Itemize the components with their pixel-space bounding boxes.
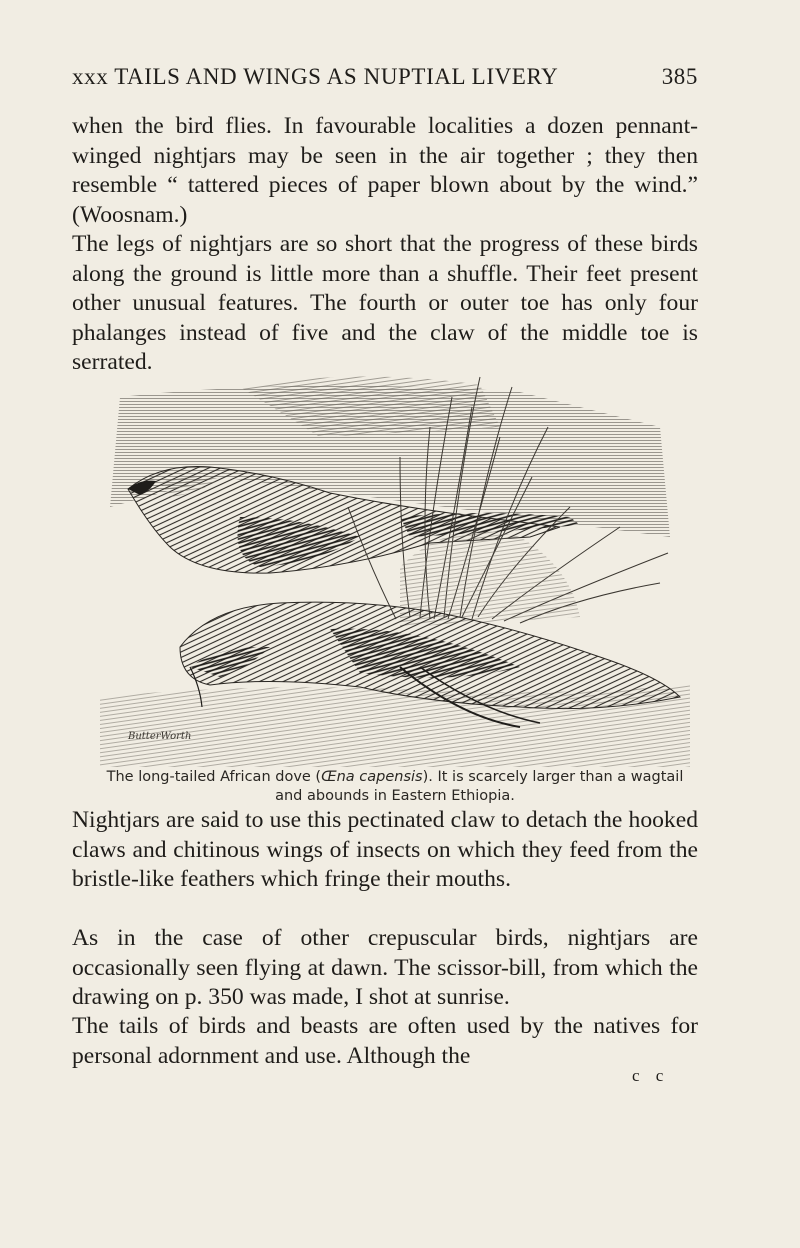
page-number: 385 [661,64,698,89]
dove-illustration [100,367,690,767]
caption-tail: ). It is scarcely larger than a wagtail and abounds in Eastern Ethiopia. [275,769,684,804]
caption-lead: The long-tailed African dove ( [106,769,322,785]
dove-engraving [100,367,690,767]
running-head [72,64,698,98]
signature-mark: c c [632,1066,670,1085]
figure-caption [100,768,690,806]
paragraph-4: As in the case of other crepuscular birds, nightjars are occasionally seen flying at dawn. The scissor-bill, from which the drawing on p. 350 was made, I shot at sunrise. [72,925,698,1010]
paragraph-3: Nightjars are said to use this pectinated claw to detach the hooked claws and chitinous wings of insects on which they feed from the bristle-like feathers which fringe their mouths. [72,807,698,892]
chapter-title: xxx TAILS AND WINGS AS NUPTIAL LIVERY [72,64,559,89]
engraver-signature: ButterWorth [128,731,192,742]
caption-species: Œna capensis [321,769,423,785]
paragraph-1: when the bird flies. In favourable localities a dozen pennant-winged nightjars may be seen in the air together ; they then resemble “ tattered pieces of paper blown about by the wind.” (Woosnam.) [72,113,698,228]
paragraph-2: The legs of nightjars are so short that the progress of these birds along the ground is little more than a shuffle. Their feet present other unusual features. The fourth or outer toe has only four phalanges instead of five and the claw of the middle toe is serrated. [72,231,698,375]
paragraph-5: The tails of birds and beasts are often used by the natives for personal adornment and use. Although the [72,1013,698,1069]
